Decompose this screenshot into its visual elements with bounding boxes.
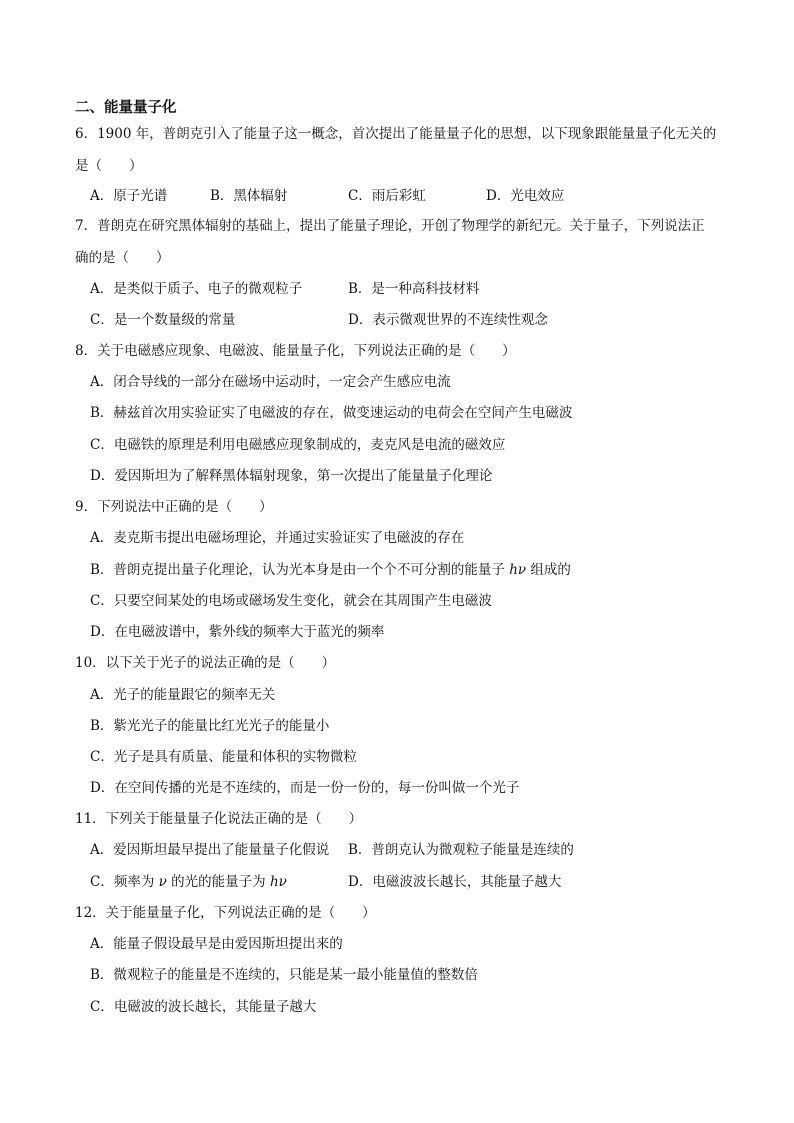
option-c <box>90 872 348 892</box>
question-7-options-row2 <box>90 310 548 330</box>
option-b <box>90 560 571 580</box>
option-b: B．是一种高科技材料 <box>348 281 480 297</box>
option-b: B．普朗克认为微观粒子能量是连续的 <box>348 842 574 858</box>
question-12-stem: 12．关于能量量子化，下列说法正确的是（ ） <box>75 905 376 921</box>
question-7-stem: 7．普朗克在研究黑体辐射的基础上，提出了能量子理论，开创了物理学的新纪元。关于量子，下列说法正 <box>75 218 705 234</box>
option-c: C．电磁铁的原理是利用电磁感应现象制成的，麦克风是电流的磁效应 <box>90 437 506 453</box>
option-b: B．紫光光子的能量比红光光子的能量小 <box>90 718 330 734</box>
option-d: D．光电效应 <box>486 188 565 204</box>
question-11-options-row2 <box>90 872 561 892</box>
option-a: A．是类似于质子、电子的微观粒子 <box>90 281 303 297</box>
option-a: A．闭合导线的一部分在磁场中运动时，一定会产生感应电流 <box>90 374 451 390</box>
option-d: D．在空间传播的光是不连续的，而是一份一份的，每一份叫做一个光子 <box>90 780 520 796</box>
option-d: D．爱因斯坦为了解释黑体辐射现象，第一次提出了能量量子化理论 <box>90 468 493 484</box>
formula-nu: ν <box>158 874 167 890</box>
option-d: D．在电磁波谱中，紫外线的频率大于蓝光的频率 <box>90 624 385 640</box>
option-c: C．只要空间某处的电场或磁场发生变化，就会在其周围产生电磁波 <box>90 593 492 609</box>
question-6-stem-cont: 是（ ） <box>75 158 143 174</box>
question-9-stem: 9．下列说法中正确的是（ ） <box>75 499 273 515</box>
option-c: C．电磁波的波长越长，其能量子越大 <box>90 999 317 1015</box>
question-10-stem: 10．以下关于光子的说法正确的是（ ） <box>75 655 336 671</box>
option-a: A．麦克斯韦提出电磁场理论，并通过实验证实了电磁波的存在 <box>90 530 465 546</box>
option-b: B．黑体辐射 <box>210 188 288 204</box>
formula-h-nu: hν <box>509 562 527 578</box>
question-7-options-row1 <box>90 279 479 299</box>
question-7-stem-cont: 确的是（ ） <box>75 250 170 266</box>
formula-h-nu: hν <box>269 874 287 890</box>
question-11-stem: 11．下列关于能量量子化说法正确的是（ ） <box>75 811 363 827</box>
option-a: A．原子光谱 <box>90 188 168 204</box>
option-c: C．光子是具有质量、能量和体积的实物微粒 <box>90 749 357 765</box>
option-a: A．爱因斯坦最早提出了能量量子化假说 <box>90 842 330 858</box>
option-text: B．普朗克提出量子化理论，认为光本身是由一个个不可分割的能量子 <box>90 562 505 578</box>
section-title: 二、能量量子化 <box>75 100 177 116</box>
option-d: D．电磁波波长越长，其能量子越大 <box>348 874 562 890</box>
option-b: B．微观粒子的能量是不连续的，只能是某一最小能量值的整数倍 <box>90 967 478 983</box>
option-text: 的光的能量子为 <box>171 874 266 890</box>
option-b: B．赫兹首次用实验证实了电磁波的存在，做变速运动的电荷会在空间产生电磁波 <box>90 405 573 421</box>
question-8-stem: 8．关于电磁感应现象、电磁波、能量量子化，下列说法正确的是（ ） <box>75 343 516 359</box>
option-c: C．是一个数量级的常量 <box>90 312 236 328</box>
option-d: D．表示微观世界的不连续性观念 <box>348 312 548 328</box>
option-text: C．频率为 <box>90 874 155 890</box>
question-6-options <box>90 186 564 206</box>
option-a: A．光子的能量跟它的频率无关 <box>90 687 276 703</box>
option-c: C．雨后彩虹 <box>348 188 426 204</box>
question-6-stem: 6．1900 年，普朗克引入了能量子这一概念，首次提出了能量量子化的思想，以下现象跟能量量子化无关的 <box>75 126 717 142</box>
option-text: 组成的 <box>530 562 571 578</box>
option-a: A．能量子假设最早是由爱因斯坦提出来的 <box>90 936 343 952</box>
question-11-options-row1 <box>90 840 574 860</box>
